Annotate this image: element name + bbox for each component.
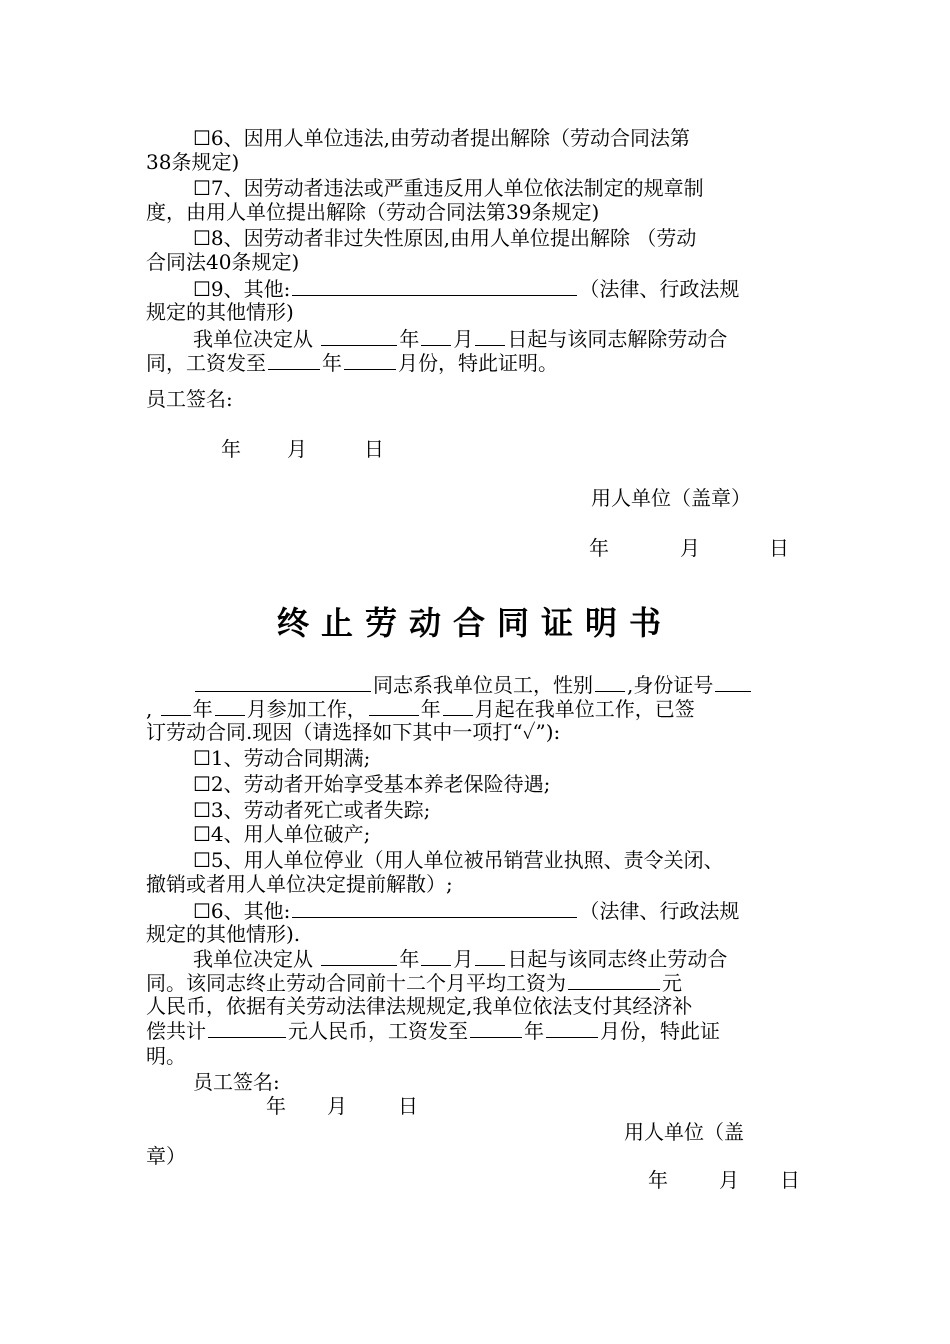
item9-label: ☐9、其他:	[193, 277, 291, 301]
intro-line1	[193, 672, 753, 697]
comp-prefix: 偿共计	[146, 1019, 206, 1043]
decide-suffix: 日起与该同志解除劳动合	[507, 327, 728, 351]
reason-5-line1: ☐5、用人单位停业（用人单位被吊销营业执照、责令关闭、	[193, 848, 724, 872]
day-blank[interactable]	[475, 326, 505, 346]
comma: ,	[146, 697, 153, 721]
join-year-label: 年	[192, 697, 213, 721]
page-title: 终止劳动合同证明书	[276, 604, 673, 642]
compensation-line	[146, 1018, 720, 1043]
comp-month-blank[interactable]	[546, 1018, 598, 1038]
decide2-line	[193, 946, 727, 971]
reason-6-note: （法律、行政法规	[579, 899, 740, 923]
sign2-day: 日	[398, 1094, 418, 1118]
reason-4: ☐4、用人单位破产;	[193, 822, 371, 846]
intro-line3: 订劳动合同.现因（请选择如下其中一项打“✓”):	[146, 720, 561, 744]
sign2-month: 月	[327, 1094, 347, 1118]
start-year-label: 年	[420, 697, 441, 721]
employer2-year: 年	[648, 1168, 668, 1192]
decide2-prefix: 我单位决定从	[193, 947, 313, 971]
wage-prefix: 同，工资发至	[146, 351, 266, 375]
reason-6-blank[interactable]	[292, 898, 577, 918]
reason-1: ☐1、劳动合同期满;	[193, 746, 371, 770]
comp-suffix: 月份，特此证	[600, 1019, 720, 1043]
avg-wage-text: 同。该同志终止劳动合同前十二个月平均工资为	[146, 971, 566, 995]
law-line: 人民币，依据有关劳动法律法规规定,我单位依法支付其经济补	[146, 994, 693, 1018]
employer-seal: 用人单位（盖章）	[591, 486, 751, 510]
wage-suffix: 月份，特此证明。	[398, 351, 558, 375]
item9-line1	[193, 276, 739, 301]
intro-text: 同志系我单位员工，性别	[373, 673, 593, 697]
item6-line1: ☐6、因用人单位违法,由劳动者提出解除（劳动合同法第	[193, 126, 691, 150]
item7-line1: ☐7、因劳动者违法或严重违反用人单位依法制定的规章制	[193, 176, 704, 200]
reason-6-line1	[193, 898, 739, 923]
gender-blank[interactable]	[595, 672, 625, 692]
reason-6-label: ☐6、其他:	[193, 899, 291, 923]
comp-year-label: 年	[524, 1019, 544, 1043]
reason-2: ☐2、劳动者开始享受基本养老保险待遇;	[193, 772, 551, 796]
wage-line	[146, 350, 558, 375]
wage-month-blank[interactable]	[344, 350, 396, 370]
employer-year: 年	[589, 536, 609, 560]
wage-year-label: 年	[322, 351, 342, 375]
sign-day: 日	[364, 437, 384, 461]
start-month-blank[interactable]	[443, 696, 473, 716]
employer-month: 月	[680, 536, 700, 560]
ming-line: 明。	[146, 1044, 186, 1068]
decide2-suffix: 日起与该同志终止劳动合	[507, 947, 728, 971]
month-label: 月	[453, 327, 474, 351]
year-label: 年	[399, 327, 420, 351]
decide-prefix: 我单位决定从	[193, 327, 313, 351]
employer2-day: 日	[780, 1168, 800, 1192]
end-year-label: 年	[399, 947, 420, 971]
join-month-blank[interactable]	[215, 696, 245, 716]
start-text: 月起在我单位工作，已签	[474, 697, 695, 721]
item7-line2: 度，由用人单位提出解除（劳动合同法第39条规定)	[146, 200, 600, 224]
id-blank[interactable]	[715, 672, 751, 692]
reason-6-line2: 规定的其他情形).	[146, 922, 301, 946]
item9-line2: 规定的其他情形)	[146, 300, 294, 324]
comp-amount-blank[interactable]	[208, 1018, 286, 1038]
start-year-blank[interactable]	[369, 696, 419, 716]
employer2-seal-line2: 章）	[146, 1144, 186, 1168]
employee-signature2-label: 员工签名:	[193, 1070, 280, 1094]
avg-wage-unit: 元	[662, 971, 682, 995]
comp-mid: 元人民币，工资发至	[288, 1019, 468, 1043]
employer2-month: 月	[719, 1168, 739, 1192]
item9-blank[interactable]	[292, 276, 577, 296]
end-day-blank[interactable]	[475, 946, 505, 966]
sign2-year: 年	[266, 1094, 286, 1118]
sign-month: 月	[287, 437, 307, 461]
reason-3: ☐3、劳动者死亡或者失踪;	[193, 798, 431, 822]
id-label: ,身份证号	[627, 673, 714, 697]
item6-line2: 38条规定)	[146, 150, 240, 174]
intro-line2	[146, 696, 695, 721]
reason-5-line2: 撤销或者用人单位决定提前解散）;	[146, 872, 453, 896]
sign-year: 年	[221, 437, 241, 461]
employer2-seal-line1: 用人单位（盖	[624, 1120, 744, 1144]
month-blank[interactable]	[421, 326, 451, 346]
end-month-label: 月	[453, 947, 474, 971]
decide-line	[193, 326, 727, 351]
year-blank[interactable]	[321, 326, 397, 346]
avg-wage-blank[interactable]	[568, 970, 660, 990]
item9-note: （法律、行政法规	[579, 277, 740, 301]
join-text: 月参加工作，	[246, 697, 367, 721]
name-blank[interactable]	[195, 672, 371, 692]
join-year-blank[interactable]	[161, 696, 191, 716]
end-month-blank[interactable]	[421, 946, 451, 966]
comp-year-blank[interactable]	[470, 1018, 522, 1038]
item8-line1: ☐8、因劳动者非过失性原因,由用人单位提出解除 （劳动	[193, 226, 697, 250]
wage-year-blank[interactable]	[268, 350, 320, 370]
end-year-blank[interactable]	[321, 946, 397, 966]
employee-signature-label: 员工签名:	[146, 387, 233, 411]
avg-wage-line	[146, 970, 682, 995]
item8-line2: 合同法40条规定)	[146, 250, 300, 274]
employer-day: 日	[769, 536, 789, 560]
